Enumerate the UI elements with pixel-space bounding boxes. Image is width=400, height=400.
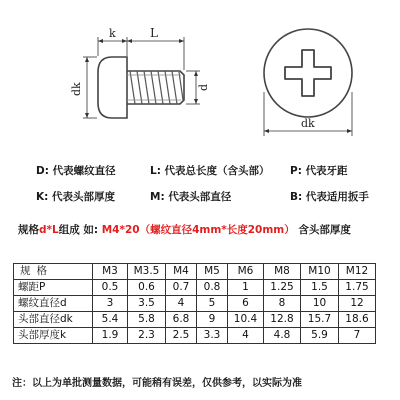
table-cell: 5.9 xyxy=(301,328,339,344)
table-cell: 18.6 xyxy=(339,312,376,328)
table-cell: 6 xyxy=(228,296,264,312)
header-cell-size: M5 xyxy=(197,264,228,280)
screw-drawing xyxy=(0,0,400,150)
table-cell: 1.9 xyxy=(93,328,128,344)
table-cell: 3 xyxy=(93,296,128,312)
header-cell-size: M12 xyxy=(339,264,376,280)
table-row xyxy=(14,296,376,312)
table-cell: 5 xyxy=(197,296,228,312)
header-cell-size: M3 xyxy=(93,264,128,280)
row-label: 螺纹直径d xyxy=(14,296,93,312)
table-cell: 1.25 xyxy=(264,280,301,296)
header-cell-size: M8 xyxy=(264,264,301,280)
table-cell: 4 xyxy=(166,296,197,312)
table-cell: 10 xyxy=(301,296,339,312)
dim-label-k: k xyxy=(109,27,116,40)
legend-item-m: M: 代表头部直径 xyxy=(150,191,232,203)
spec-format-line: 规格d*L组成 如: M4*20（螺纹直径4mm*长度20mm） 含头部厚度 xyxy=(18,224,351,236)
dim-label-d: d xyxy=(197,83,210,91)
dim-label-dk-side: dk xyxy=(70,82,83,96)
legend-item-p: P: 代表牙距 xyxy=(290,165,348,177)
row-label: 螺距P xyxy=(14,280,93,296)
table-row xyxy=(14,280,376,296)
disclaimer-note: 注：以上为单批测量数据，可能稍有误差，仅供参考，以实际为准 xyxy=(12,378,302,389)
header-cell-size: M3.5 xyxy=(128,264,166,280)
table-header-row xyxy=(14,264,376,280)
table-cell: 3.3 xyxy=(197,328,228,344)
table-cell: 6.8 xyxy=(166,312,197,328)
header-cell-size: M4 xyxy=(166,264,197,280)
header-cell-size: M6 xyxy=(228,264,264,280)
table-cell: 4 xyxy=(228,328,264,344)
table-cell: 15.7 xyxy=(301,312,339,328)
legend-item-l: L: 代表总长度（含头部） xyxy=(150,165,270,177)
table-cell: 12 xyxy=(339,296,376,312)
table-cell: 8 xyxy=(264,296,301,312)
legend-item-d: D: 代表螺纹直径 xyxy=(36,165,116,177)
table-cell: 9 xyxy=(197,312,228,328)
screw-head-outline xyxy=(98,57,127,118)
table-cell: 10.4 xyxy=(228,312,264,328)
spec-table xyxy=(13,263,376,344)
table-cell: 3.5 xyxy=(128,296,166,312)
table-cell: 2.5 xyxy=(166,328,197,344)
table-cell: 5.4 xyxy=(93,312,128,328)
table-cell: 0.8 xyxy=(197,280,228,296)
table-row xyxy=(14,328,376,344)
phillips-cross-recess xyxy=(285,50,331,96)
table-cell: 2.3 xyxy=(128,328,166,344)
thread-lines xyxy=(130,71,183,104)
row-label: 头部直径dk xyxy=(14,312,93,328)
legend-item-b: B: 代表适用扳手 xyxy=(290,191,369,203)
spec-formula: d*L xyxy=(39,224,59,236)
table-cell: 0.7 xyxy=(166,280,197,296)
table-cell: 12.8 xyxy=(264,312,301,328)
table-cell: 1.5 xyxy=(301,280,339,296)
row-label: 头部厚度k xyxy=(14,328,93,344)
screw-head-top-view xyxy=(264,29,352,117)
table-cell: 0.6 xyxy=(128,280,166,296)
table-cell: 5.8 xyxy=(128,312,166,328)
table-cell: 4.8 xyxy=(264,328,301,344)
table-row xyxy=(14,312,376,328)
dim-label-L: L xyxy=(150,26,158,40)
table-cell: 0.5 xyxy=(93,280,128,296)
spec-example: M4*20（螺纹直径4mm*长度20mm） xyxy=(101,224,295,236)
dim-label-dk-top: dk xyxy=(301,117,315,130)
table-cell: 7 xyxy=(339,328,376,344)
header-cell-size: M10 xyxy=(301,264,339,280)
table-cell: 1 xyxy=(228,280,264,296)
table-cell: 1.75 xyxy=(339,280,376,296)
header-cell-label: 规格 xyxy=(14,264,93,280)
dimension-lines xyxy=(83,37,200,118)
legend-item-k: K: 代表头部厚度 xyxy=(36,191,115,203)
